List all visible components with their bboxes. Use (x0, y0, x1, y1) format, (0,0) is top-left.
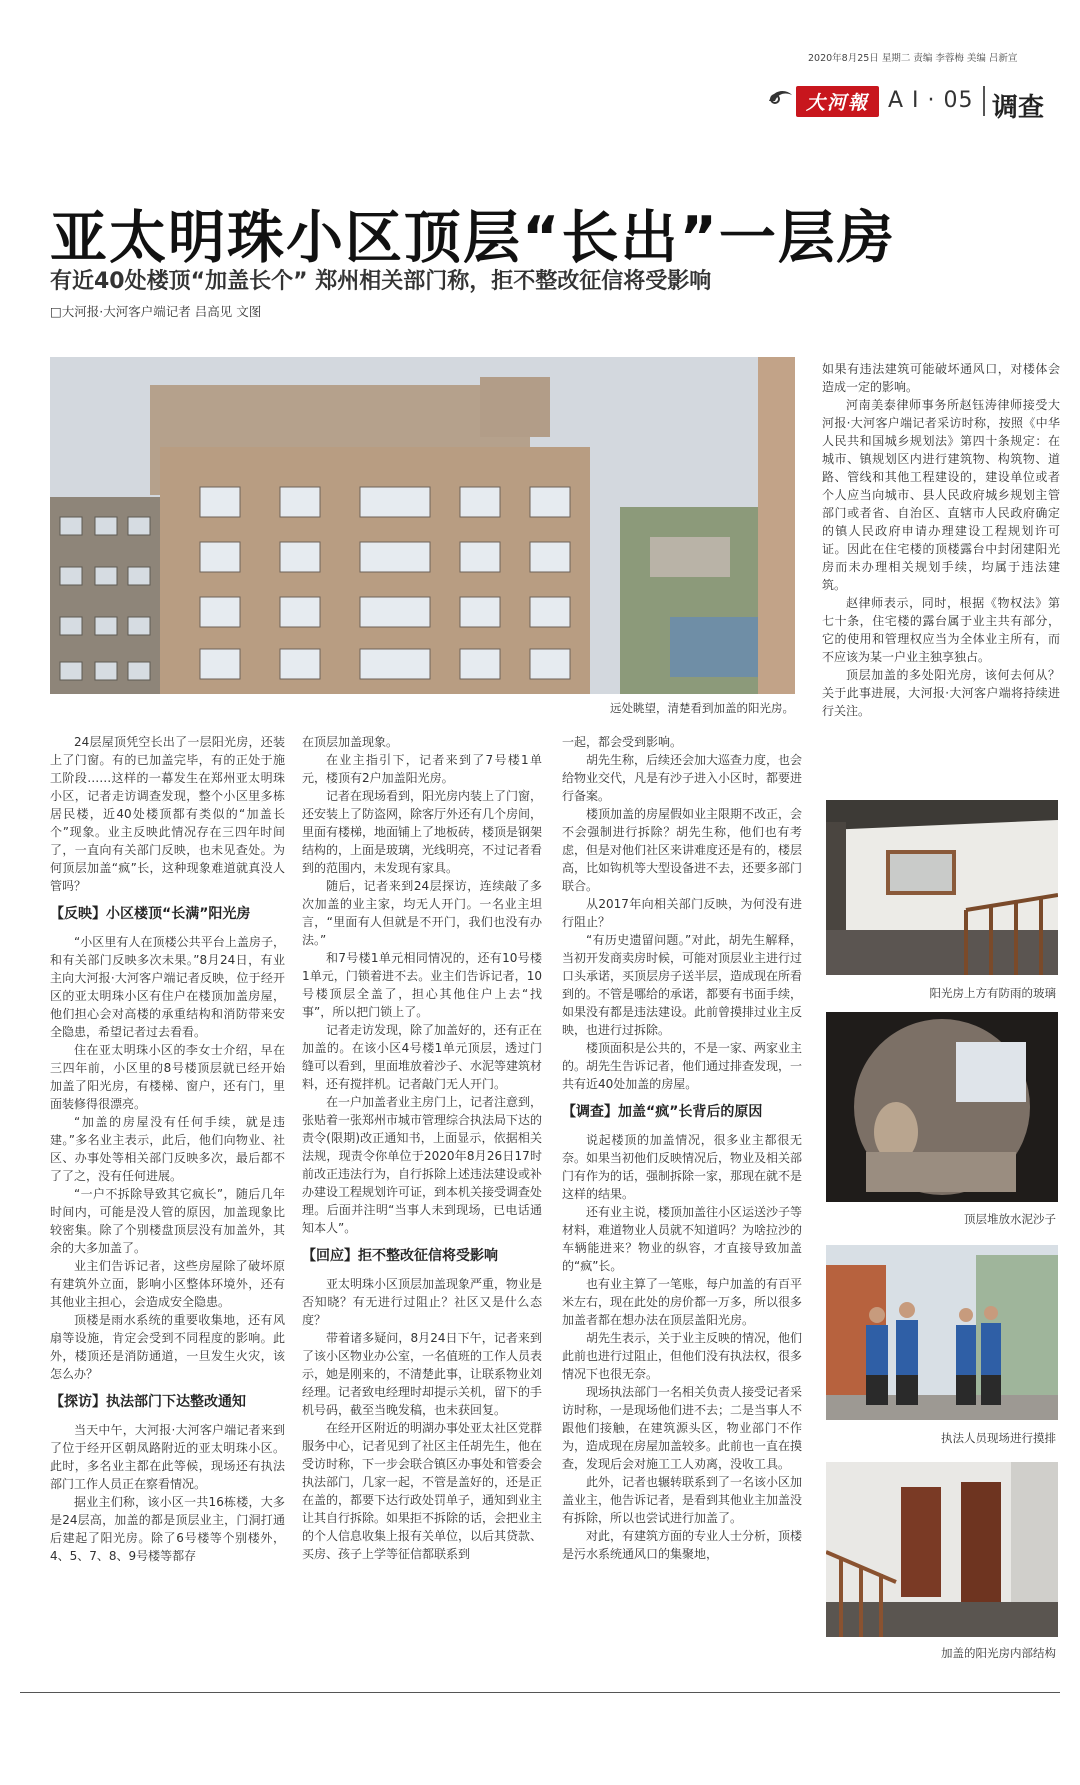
paragraph: 也有业主算了一笔账，每户加盖的有百平米左右，现在此处的房价都一万多，所以很多加盖者都在想办法在顶层盖阳光房。 (562, 1277, 803, 1327)
paragraph: 在顶层加盖现象。 (302, 735, 399, 749)
paragraph: 对此，有建筑方面的专业人士分析，顶楼是污水系统通风口的集聚地， (562, 1529, 803, 1561)
paragraph: 胡先生称，后续还会加大巡查力度，也会给物业交代，凡是有沙子进入小区时，都要进行备案。 (562, 753, 803, 803)
paragraph: “一户不拆除导致其它疯长”，随后几年时间内，可能是没人管的原因，加盖现象比较密集。除了个别楼盘顶层没有加盖外，其余的大多加盖了。 (50, 1187, 285, 1255)
photo-inspection (826, 1245, 1058, 1420)
main-photo-caption: 远处眺望，清楚看到加盖的阳光房。 (610, 701, 794, 715)
dateline: 2020年8月25日 星期二 责编 李蓉梅 美编 吕新宣 (808, 53, 1018, 64)
paragraph: 在一户加盖者业主房门上，记者注意到，张贴着一张郑州市城市管理综合执法局下达的责令(限期)改正通知书，上面显示，依据相关法规，现责令你单位于2020年8月26日17时前改正违法行为，自行拆除上述违法建设或补办建设工程规划许可证，到本机关接受调查处理。后面并注明“当事人未到现场，已电话通知本人”。 (302, 1095, 543, 1235)
paragraph: 现场执法部门一名相关负责人接受记者采访时称，一是现场他们进不去；二是当事人不跟他们接触，在建筑源头区，物业部门不作为，造成现在房屋加盖较多。此前也一直在摸查，发现后会对施工工人劝离，没收工具。 (562, 1385, 803, 1471)
paragraph: 在经开区附近的明湖办事处亚太社区党群服务中心，记者见到了社区主任胡先生，他在受访时称，下一步会联合镇区办事处和管委会执法部门，几家一起，不管是盖好的，还是正在盖的，都要下达行政处罚单子，通知到业主让其自行拆除。如果拒不拆除的话，会把业主的个人信息收集上报有关单位，以后其贷款、买房、孩子上学等征信都联系到 (302, 1421, 543, 1561)
article-column-3 (562, 733, 802, 1563)
article-column-4 (822, 360, 1060, 720)
paragraph: 在业主指引下，记者来到了7号楼1单元，楼顶有2户加盖阳光房。 (302, 753, 542, 785)
paragraph: 记者在现场看到，阳光房内装上了门窗，还安装上了防盗网，除客厅外还有几个房间，里面有楼梯，地面铺上了地板砖，楼顶是钢架结构的，上面是玻璃，光线明亮，不过记者看到的范围内，未发现有家具。 (302, 789, 543, 875)
section-heading: 【反映】小区楼顶“长满”阳光房 (50, 906, 251, 922)
section-heading: 【回应】拒不整改征信将受影响 (302, 1248, 498, 1264)
section-heading: 【探访】执法部门下达整改通知 (50, 1394, 246, 1410)
photo-sunroom-interior (826, 1462, 1058, 1637)
paragraph: 如果有违法建筑可能破坏通风口，对楼体会造成一定的影响。 (822, 362, 1060, 394)
paragraph: 楼顶面积是公共的，不是一家、两家业主的。胡先生告诉记者，他们通过排查发现，一共有近40处加盖的房屋。 (562, 1041, 803, 1091)
paragraph: 从2017年向相关部门反映，为何没有进行阻止？ (562, 897, 802, 929)
bottom-divider (20, 1692, 1060, 1693)
paragraph: 24层屋顶凭空长出了一层阳光房，还装上了门窗。有的已加盖完毕，有的正处于施工阶段……这样的一幕发生在郑州亚太明珠小区，记者走访调查发现，整个小区里多栋居民楼，近40处楼顶都有类似的“加盖长个”现象。业主反映此情况存在三四年时间了，一直向有关部门反映，也未见查处。为何顶层加盖“疯”长，这种现象难道就真没人管吗？ (50, 735, 285, 893)
paragraph: 楼顶加盖的房屋假如业主限期不改正，会不会强制进行拆除？胡先生称，他们也有考虑，但是对他们社区来讲难度还是有的，楼层高，比如钩机等大型设备进不去，还要多部门联合。 (562, 807, 803, 893)
paragraph: 说起楼顶的加盖情况，很多业主都很无奈。如果当初他们反映情况后，物业及相关部门有作为的话，强制拆除一家，那现在就不是这样的结果。 (562, 1133, 803, 1201)
paragraph: 住在亚太明珠小区的李女士介绍，早在三四年前，小区里的8号楼顶层就已经开始加盖了阳光房，有楼梯、窗户，还有门，里面装修得很漂亮。 (50, 1043, 285, 1111)
paragraph: “小区里有人在顶楼公共平台上盖房子，和有关部门反映多次未果。”8月24日，有业主向大河报·大河客户端记者反映，位于经开区的亚太明珠小区有住户在楼顶加盖房屋，他们担心会对高楼的承重结构和消防带来安全隐患，希望记者过去看看。 (50, 935, 285, 1039)
photo-construction-sand-caption: 顶层堆放水泥沙子 (964, 1212, 1056, 1226)
paragraph: 顶楼是雨水系统的重要收集地，还有风扇等设施，肯定会受到不同程度的影响。此外，楼顶还是消防通道，一旦发生火灾，该怎么办？ (50, 1313, 285, 1381)
article-column-2 (302, 733, 542, 1563)
paragraph: “加盖的房屋没有任何手续，就是违建。”多名业主表示，此后，他们向物业、社区、办事处等相关部门反映多次，最后都不了了之，没有任何进展。 (50, 1115, 285, 1183)
photo-construction-sand (826, 1012, 1058, 1202)
paragraph: 还有业主说，楼顶加盖往小区运送沙子等材料，难道物业人员就不知道吗？为啥拉沙的车辆能进来？物业的纵容，才直接导致加盖的“疯”长。 (562, 1205, 803, 1273)
subheadline: 有近40处楼顶“加盖长个” 郑州相关部门称，拒不整改征信将受影响 (50, 269, 712, 294)
masthead-logo: 大河報 (796, 86, 879, 117)
byline: □大河报·大河客户端记者 吕高见 文图 (50, 304, 262, 319)
paragraph: 据业主们称，该小区一共16栋楼，大多是24层高，加盖的都是顶层业主，门洞打通后建起了阳光房。除了6号楼等个别楼外，4、5、7、8、9号楼等都存 (50, 1495, 285, 1563)
paragraph: 当天中午，大河报·大河客户端记者来到了位于经开区朝凤路附近的亚太明珠小区。此时，多名业主都在此等候，现场还有执法部门工作人员正在察看情况。 (50, 1423, 285, 1491)
paragraph: 记者走访发现，除了加盖好的，还有正在加盖的。在该小区4号楼1单元顶层，透过门缝可以看到，里面堆放着沙子、水泥等建筑材料，还有搅拌机。记者敲门无人开门。 (302, 1023, 543, 1091)
paragraph: 亚太明珠小区顶层加盖现象严重，物业是否知晓？有无进行过阻止？社区又是什么态度？ (302, 1277, 543, 1327)
paragraph: “有历史遗留问题。”对此，胡先生解释，当初开发商卖房时候，可能对顶层业主进行过口头承诺，买顶层房子送半层，造成现在所看到的。不管是哪给的承诺，都要有书面手续，如果没有都是违法建设。此前曾摸排过业主反映，也进行过拆除。 (562, 933, 803, 1037)
photo-sunroom-interior-caption: 加盖的阳光房内部结构 (941, 1646, 1056, 1660)
main-photo (50, 357, 795, 694)
paragraph: 此外，记者也辗转联系到了一名该小区加盖业主，他告诉记者，是看到其他业主加盖没有拆除，所以也尝试进行加盖了。 (562, 1475, 803, 1525)
page-number: A I · 05 (888, 88, 974, 113)
newspaper-emblem-icon (766, 87, 796, 107)
paragraph: 一起，都会受到影响。 (562, 735, 683, 749)
paragraph: 带着诸多疑问，8月24日下午，记者来到了该小区物业办公室，一名值班的工作人员表示，她是刚来的，不清楚此事，让联系物业刘经理。记者致电经理时却提示关机，留下的手机号码，截至当晚发稿，也未获回复。 (302, 1331, 543, 1417)
header-divider (983, 86, 985, 116)
photo-inspection-caption: 执法人员现场进行摸排 (941, 1431, 1056, 1445)
paragraph: 业主们告诉记者，这些房屋除了破坏原有建筑外立面，影响小区整体环境外，还有其他业主担心，会造成安全隐患。 (50, 1259, 285, 1309)
paragraph: 河南美泰律师事务所赵钰涛律师接受大河报·大河客户端记者采访时称，按照《中华人民共和国城乡规划法》第四十条规定：在城市、镇规划区内进行建筑物、构筑物、道路、管线和其他工程建设的，建设单位或者个人应当向城市、县人民政府城乡规划主管部门或者省、自治区、直辖市人民政府确定的镇人民政府申请办理建设工程规划许可证。因此在住宅楼的顶楼露台中封闭建阳光房而未办理相关规划手续，均属于违法建筑。 (822, 398, 1060, 592)
main-photo-illustration (50, 357, 795, 694)
paragraph: 随后，记者来到24层探访，连续敲了多次加盖的业主家，均无人开门。一名业主坦言，“里面有人但就是不开门，我们也没有办法。” (302, 879, 542, 947)
paragraph: 胡先生表示，关于业主反映的情况，他们此前也进行过阻止，但他们没有执法权，很多情况下也很无奈。 (562, 1331, 803, 1381)
photo-sunroom-glass (826, 800, 1058, 975)
photo-sunroom-glass-caption: 阳光房上方有防雨的玻璃 (929, 986, 1056, 1000)
article-column-1 (50, 733, 285, 1565)
paragraph: 赵律师表示，同时，根据《物权法》第七十条，住宅楼的露台属于业主共有部分，它的使用和管理权应当为全体业主所有，而不应该为某一户业主独享独占。 (822, 596, 1060, 664)
page-title: 亚太明珠小区顶层“长出”一层房 (50, 205, 896, 271)
section-label: 调查 (992, 93, 1045, 123)
section-heading: 【调查】加盖“疯”长背后的原因 (562, 1104, 763, 1120)
paragraph: 和7号楼1单元相同情况的，还有10号楼1单元，门锁着进不去。业主们告诉记者，10号楼顶层全盖了，担心其他住户上去“找事”，所以把门锁上了。 (302, 951, 542, 1019)
paragraph: 顶层加盖的多处阳光房，该何去何从？关于此事进展，大河报·大河客户端将持续进行关注。 (822, 668, 1060, 718)
